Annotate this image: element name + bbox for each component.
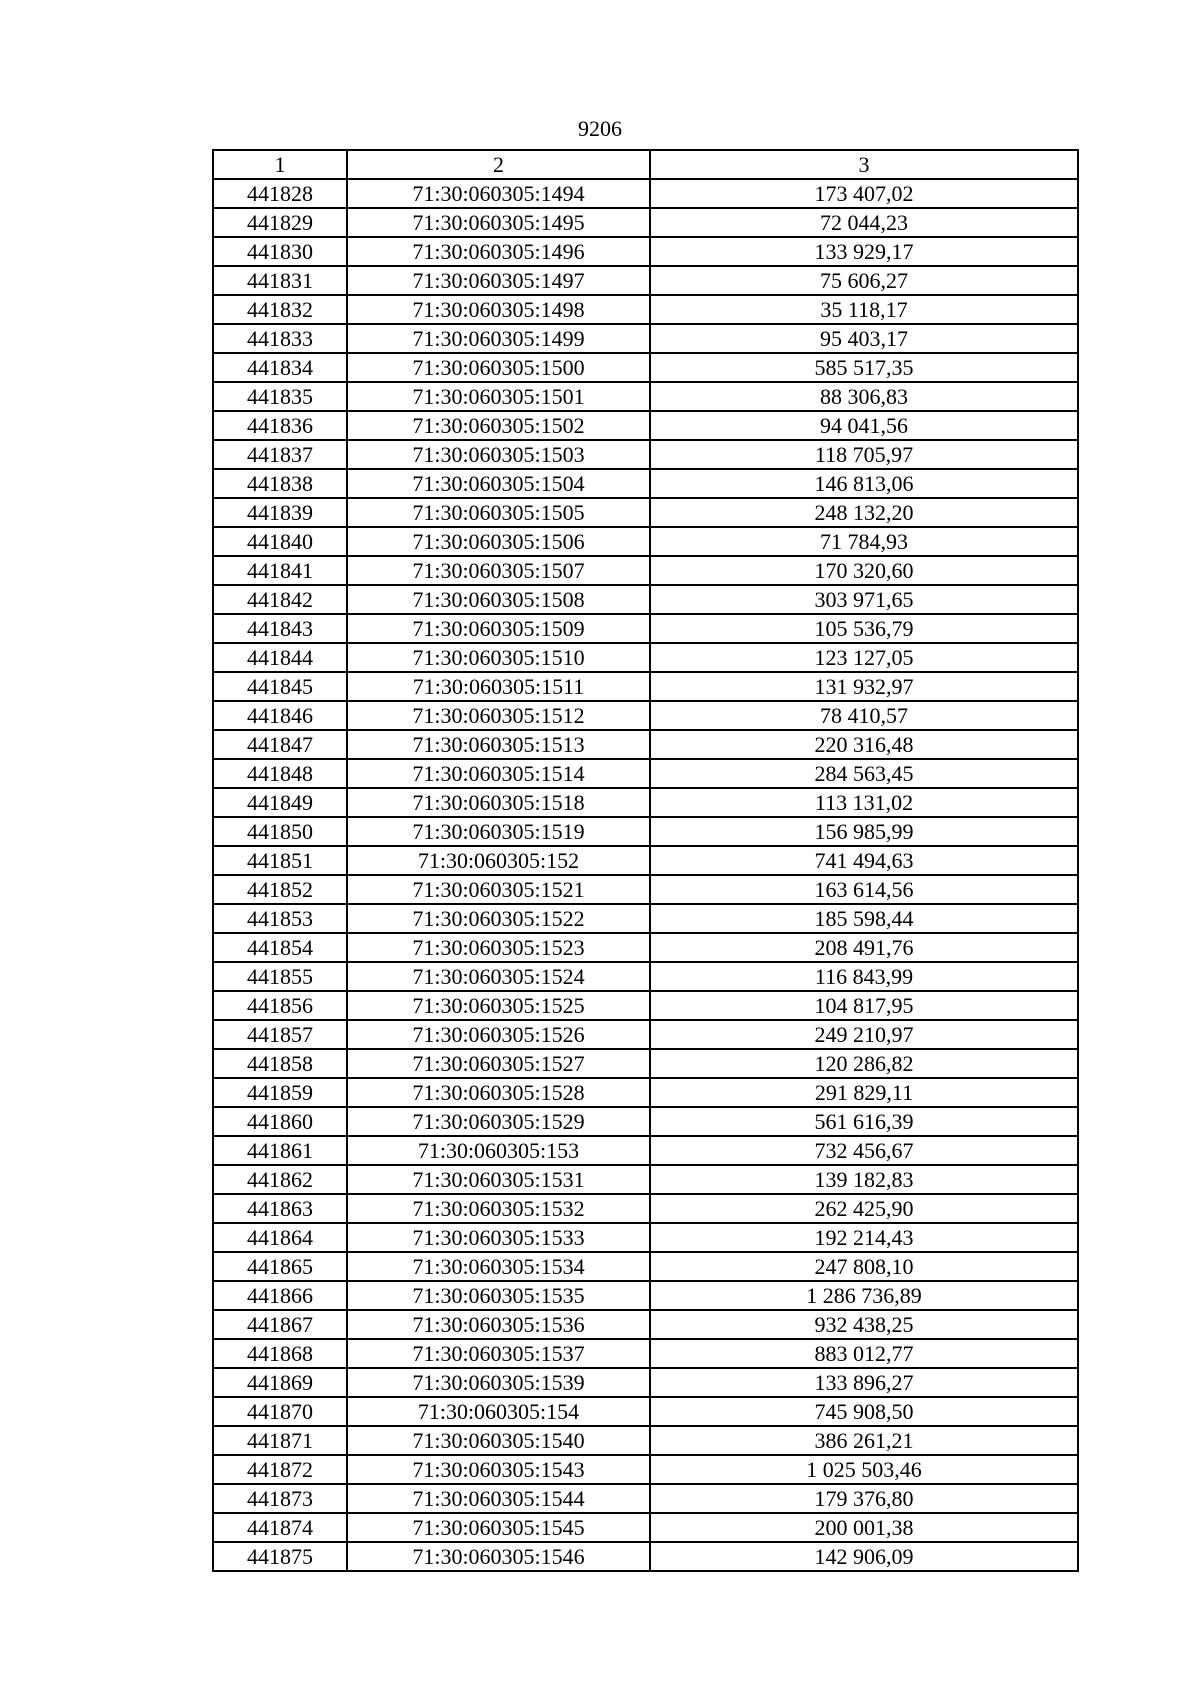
table-row [213,788,1078,817]
table-row [213,266,1078,295]
table-row [213,440,1078,469]
row-number-cell: 441858 [213,1049,347,1078]
cadastral-value-cell: 386 261,21 [650,1426,1078,1455]
cadastral-number-cell: 71:30:060305:1506 [347,527,650,556]
row-number-cell: 441861 [213,1136,347,1165]
cadastral-number-cell: 71:30:060305:1494 [347,179,650,208]
table-row [213,1426,1078,1455]
cadastral-number-cell: 71:30:060305:1529 [347,1107,650,1136]
row-number-cell: 441874 [213,1513,347,1542]
cadastral-value-cell: 220 316,48 [650,730,1078,759]
cadastral-number-cell: 71:30:060305:1513 [347,730,650,759]
cadastral-value-cell: 745 908,50 [650,1397,1078,1426]
row-number-cell: 441838 [213,469,347,498]
cadastral-number-cell: 71:30:060305:1495 [347,208,650,237]
row-number-cell: 441831 [213,266,347,295]
cadastral-value-cell: 146 813,06 [650,469,1078,498]
cadastral-value-cell: 133 896,27 [650,1368,1078,1397]
cadastral-number-cell: 71:30:060305:1509 [347,614,650,643]
row-number-cell: 441848 [213,759,347,788]
cadastral-number-cell: 71:30:060305:1496 [347,237,650,266]
cadastral-value-cell: 88 306,83 [650,382,1078,411]
row-number-cell: 441857 [213,1020,347,1049]
row-number-cell: 441868 [213,1339,347,1368]
table-row [213,614,1078,643]
cadastral-number-cell: 71:30:060305:1524 [347,962,650,991]
table-row [213,1165,1078,1194]
table-row [213,382,1078,411]
table-row [213,1223,1078,1252]
table-row [213,1020,1078,1049]
row-number-cell: 441856 [213,991,347,1020]
cadastral-number-cell: 71:30:060305:1535 [347,1281,650,1310]
row-number-cell: 441873 [213,1484,347,1513]
row-number-cell: 441829 [213,208,347,237]
row-number-cell: 441839 [213,498,347,527]
row-number-cell: 441869 [213,1368,347,1397]
row-number-cell: 441871 [213,1426,347,1455]
cadastral-number-cell: 71:30:060305:1510 [347,643,650,672]
cadastral-value-cell: 262 425,90 [650,1194,1078,1223]
table-row [213,643,1078,672]
table-row [213,1455,1078,1484]
row-number-cell: 441851 [213,846,347,875]
cadastral-value-cell: 1 025 503,46 [650,1455,1078,1484]
table-row [213,1136,1078,1165]
table-row [213,1397,1078,1426]
cadastral-value-cell: 156 985,99 [650,817,1078,846]
cadastral-number-cell: 71:30:060305:1519 [347,817,650,846]
cadastral-number-cell: 71:30:060305:154 [347,1397,650,1426]
cadastral-number-cell: 71:30:060305:1511 [347,672,650,701]
cadastral-number-cell: 71:30:060305:1505 [347,498,650,527]
cadastral-value-cell: 139 182,83 [650,1165,1078,1194]
cadastral-number-cell: 71:30:060305:1526 [347,1020,650,1049]
cadastral-value-cell: 113 131,02 [650,788,1078,817]
cadastral-value-cell: 208 491,76 [650,933,1078,962]
table-header-row [213,150,1078,179]
row-number-cell: 441866 [213,1281,347,1310]
cadastral-value-cell: 120 286,82 [650,1049,1078,1078]
cadastral-value-cell: 248 132,20 [650,498,1078,527]
column-header-3: 3 [650,150,1078,179]
table-row [213,672,1078,701]
row-number-cell: 441832 [213,295,347,324]
row-number-cell: 441860 [213,1107,347,1136]
row-number-cell: 441835 [213,382,347,411]
table-row [213,237,1078,266]
row-number-cell: 441833 [213,324,347,353]
table-row [213,324,1078,353]
row-number-cell: 441828 [213,179,347,208]
row-number-cell: 441847 [213,730,347,759]
cadastral-value-cell: 732 456,67 [650,1136,1078,1165]
cadastral-value-cell: 185 598,44 [650,904,1078,933]
table-row [213,353,1078,382]
row-number-cell: 441859 [213,1078,347,1107]
row-number-cell: 441842 [213,585,347,614]
table-row [213,759,1078,788]
cadastral-number-cell: 71:30:060305:1497 [347,266,650,295]
cadastral-number-cell: 71:30:060305:1523 [347,933,650,962]
cadastral-value-cell: 95 403,17 [650,324,1078,353]
row-number-cell: 441840 [213,527,347,556]
table-row [213,1252,1078,1281]
page-number: 9206 [578,116,622,141]
cadastral-number-cell: 71:30:060305:1499 [347,324,650,353]
table-row [213,846,1078,875]
row-number-cell: 441853 [213,904,347,933]
cadastral-number-cell: 71:30:060305:1514 [347,759,650,788]
cadastral-number-cell: 71:30:060305:1534 [347,1252,650,1281]
cadastral-value-cell: 75 606,27 [650,266,1078,295]
cadastral-value-cell: 71 784,93 [650,527,1078,556]
row-number-cell: 441855 [213,962,347,991]
cadastral-number-cell: 71:30:060305:1545 [347,1513,650,1542]
row-number-cell: 441870 [213,1397,347,1426]
cadastral-value-cell: 72 044,23 [650,208,1078,237]
table-row [213,701,1078,730]
cadastral-value-cell: 179 376,80 [650,1484,1078,1513]
table-row [213,1281,1078,1310]
cadastral-value-cell: 200 001,38 [650,1513,1078,1542]
row-number-cell: 441844 [213,643,347,672]
cadastral-value-cell: 741 494,63 [650,846,1078,875]
cadastral-number-cell: 71:30:060305:1540 [347,1426,650,1455]
row-number-cell: 441850 [213,817,347,846]
row-number-cell: 441862 [213,1165,347,1194]
cadastral-value-cell: 192 214,43 [650,1223,1078,1252]
cadastral-value-cell: 1 286 736,89 [650,1281,1078,1310]
cadastral-value-cell: 94 041,56 [650,411,1078,440]
cadastral-number-cell: 71:30:060305:1504 [347,469,650,498]
cadastral-number-cell: 71:30:060305:1528 [347,1078,650,1107]
table-row [213,295,1078,324]
cadastral-number-cell: 71:30:060305:1546 [347,1542,650,1571]
row-number-cell: 441834 [213,353,347,382]
cadastral-number-cell: 71:30:060305:1543 [347,1455,650,1484]
cadastral-number-cell: 71:30:060305:1533 [347,1223,650,1252]
cadastral-value-cell: 247 808,10 [650,1252,1078,1281]
row-number-cell: 441875 [213,1542,347,1571]
table-row [213,1339,1078,1368]
table-row [213,208,1078,237]
table-row [213,904,1078,933]
cadastral-number-cell: 71:30:060305:1503 [347,440,650,469]
cadastral-number-cell: 71:30:060305:1544 [347,1484,650,1513]
table-row [213,1484,1078,1513]
cadastral-value-cell: 883 012,77 [650,1339,1078,1368]
table-row [213,411,1078,440]
row-number-cell: 441852 [213,875,347,904]
table-row [213,556,1078,585]
cadastral-number-cell: 71:30:060305:1508 [347,585,650,614]
cadastral-value-cell: 585 517,35 [650,353,1078,382]
row-number-cell: 441846 [213,701,347,730]
cadastral-number-cell: 71:30:060305:1525 [347,991,650,1020]
row-number-cell: 441867 [213,1310,347,1339]
cadastral-value-cell: 932 438,25 [650,1310,1078,1339]
row-number-cell: 441843 [213,614,347,643]
table-row [213,498,1078,527]
cadastral-number-cell: 71:30:060305:1521 [347,875,650,904]
row-number-cell: 441836 [213,411,347,440]
cadastral-value-cell: 104 817,95 [650,991,1078,1020]
table-row [213,585,1078,614]
cadastral-number-cell: 71:30:060305:1498 [347,295,650,324]
row-number-cell: 441845 [213,672,347,701]
cadastral-number-cell: 71:30:060305:1501 [347,382,650,411]
cadastral-number-cell: 71:30:060305:1531 [347,1165,650,1194]
cadastral-value-table [212,149,1079,1572]
row-number-cell: 441872 [213,1455,347,1484]
cadastral-value-cell: 78 410,57 [650,701,1078,730]
cadastral-value-cell: 105 536,79 [650,614,1078,643]
cadastral-number-cell: 71:30:060305:1532 [347,1194,650,1223]
cadastral-number-cell: 71:30:060305:1536 [347,1310,650,1339]
table-row [213,1542,1078,1571]
row-number-cell: 441864 [213,1223,347,1252]
table-row [213,527,1078,556]
cadastral-value-cell: 173 407,02 [650,179,1078,208]
cadastral-value-cell: 118 705,97 [650,440,1078,469]
cadastral-value-cell: 303 971,65 [650,585,1078,614]
cadastral-value-cell: 116 843,99 [650,962,1078,991]
cadastral-number-cell: 71:30:060305:1527 [347,1049,650,1078]
row-number-cell: 441865 [213,1252,347,1281]
table-row [213,1107,1078,1136]
table-row [213,962,1078,991]
cadastral-value-cell: 291 829,11 [650,1078,1078,1107]
cadastral-number-cell: 71:30:060305:1522 [347,904,650,933]
cadastral-number-cell: 71:30:060305:1537 [347,1339,650,1368]
cadastral-number-cell: 71:30:060305:1500 [347,353,650,382]
cadastral-value-cell: 284 563,45 [650,759,1078,788]
cadastral-number-cell: 71:30:060305:153 [347,1136,650,1165]
table-row [213,991,1078,1020]
table-row [213,1049,1078,1078]
table-row [213,1513,1078,1542]
table-row [213,1310,1078,1339]
cadastral-number-cell: 71:30:060305:1539 [347,1368,650,1397]
cadastral-value-cell: 123 127,05 [650,643,1078,672]
cadastral-value-cell: 170 320,60 [650,556,1078,585]
cadastral-value-cell: 249 210,97 [650,1020,1078,1049]
cadastral-value-cell: 131 932,97 [650,672,1078,701]
table-row [213,1078,1078,1107]
row-number-cell: 441830 [213,237,347,266]
row-number-cell: 441837 [213,440,347,469]
row-number-cell: 441854 [213,933,347,962]
cadastral-value-cell: 142 906,09 [650,1542,1078,1571]
cadastral-number-cell: 71:30:060305:1512 [347,701,650,730]
row-number-cell: 441863 [213,1194,347,1223]
table-row [213,469,1078,498]
cadastral-value-cell: 561 616,39 [650,1107,1078,1136]
table-row [213,1368,1078,1397]
table-row [213,875,1078,904]
table-row [213,1194,1078,1223]
column-header-1: 1 [213,150,347,179]
table-body [213,179,1078,1571]
cadastral-value-cell: 133 929,17 [650,237,1078,266]
cadastral-number-cell: 71:30:060305:152 [347,846,650,875]
cadastral-number-cell: 71:30:060305:1518 [347,788,650,817]
row-number-cell: 441841 [213,556,347,585]
cadastral-value-cell: 163 614,56 [650,875,1078,904]
table-row [213,179,1078,208]
cadastral-value-cell: 35 118,17 [650,295,1078,324]
table-row [213,730,1078,759]
cadastral-number-cell: 71:30:060305:1507 [347,556,650,585]
table-row [213,817,1078,846]
table-row [213,933,1078,962]
column-header-2: 2 [347,150,650,179]
row-number-cell: 441849 [213,788,347,817]
cadastral-number-cell: 71:30:060305:1502 [347,411,650,440]
